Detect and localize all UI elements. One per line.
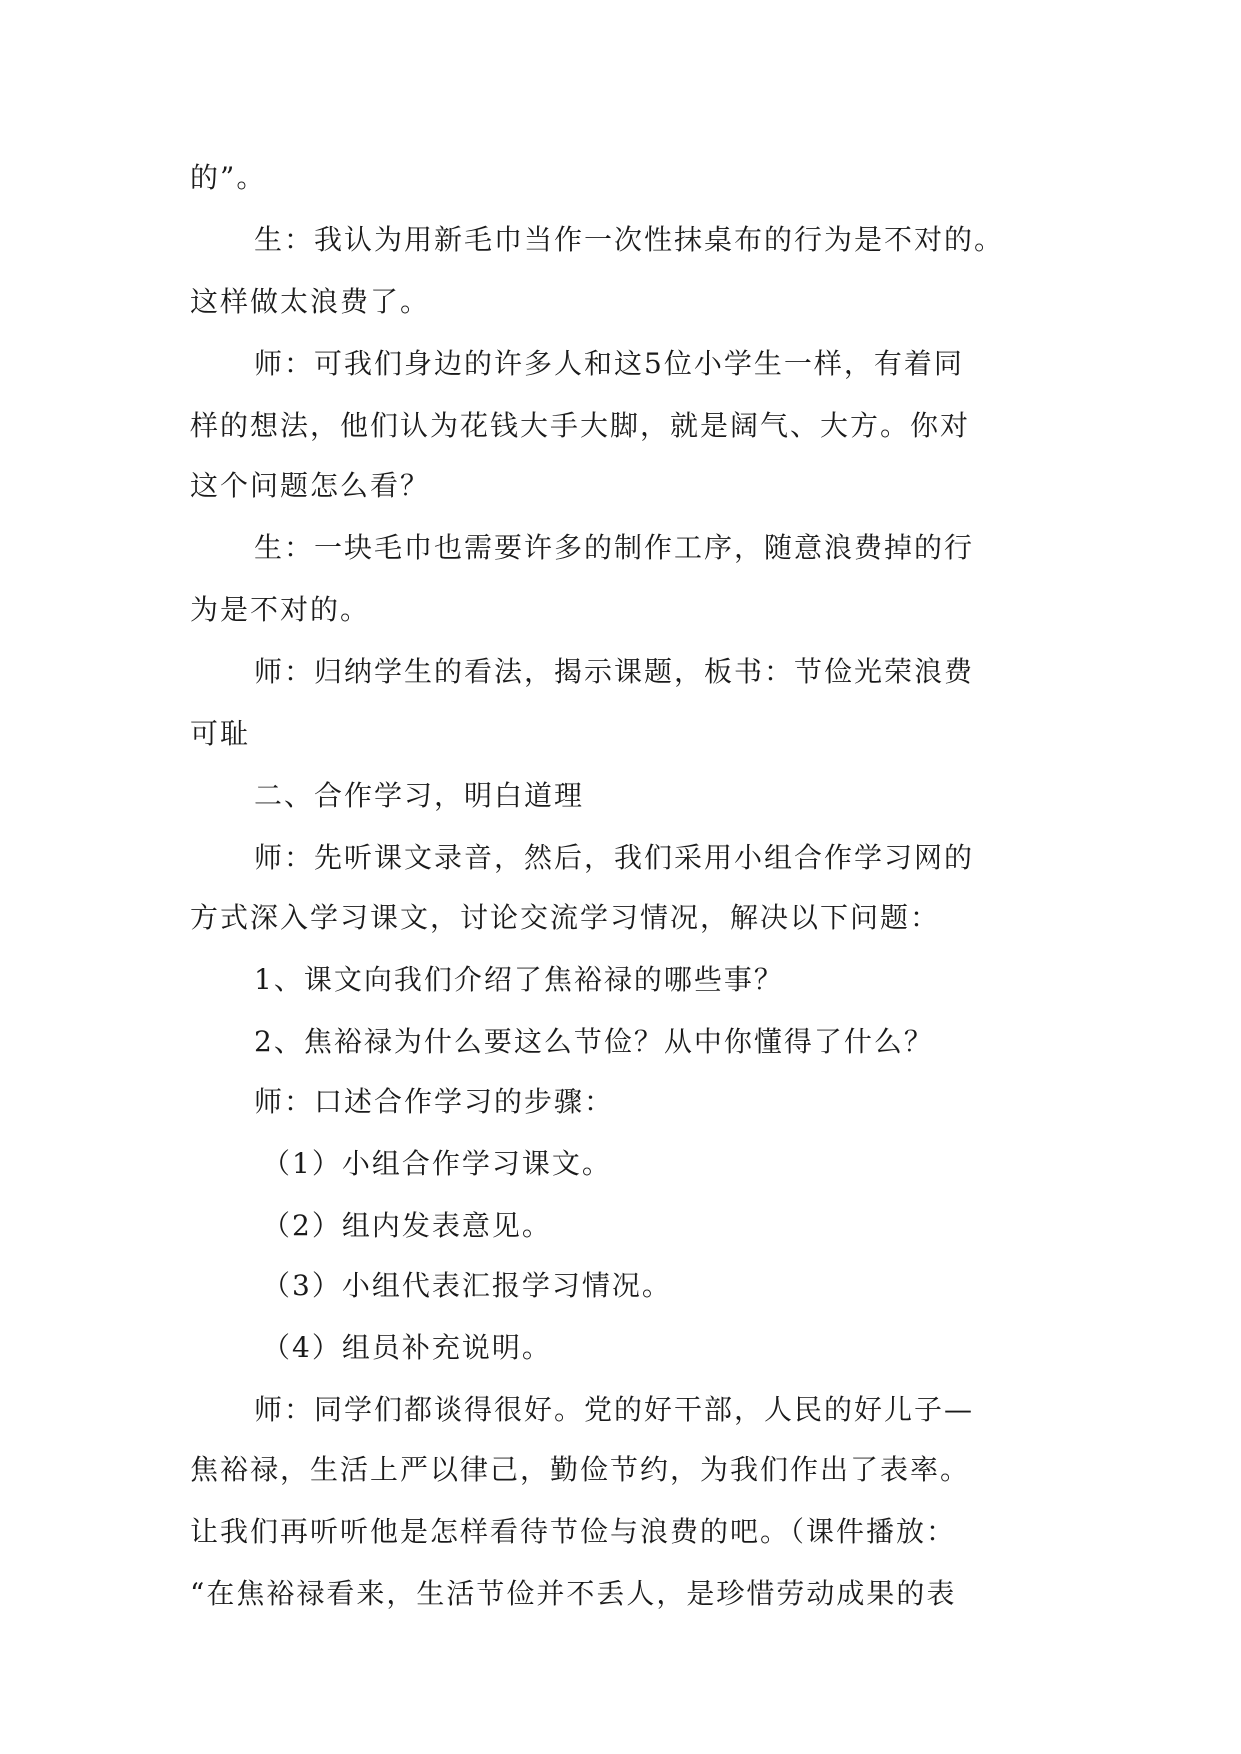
text-line: 为是不对的。 (190, 593, 371, 626)
text-line: 焦裕禄，生活上严以律己，勤俭节约，为我们作出了表率。 (190, 1453, 971, 1486)
text-line: 让我们再听听他是怎样看待节俭与浪费的吧。（课件播放： (190, 1515, 957, 1548)
text-line: 师：口述合作学习的步骤： (254, 1085, 615, 1118)
list-item: （2）组内发表意见。 (262, 1209, 552, 1242)
list-item: （4）组员补充说明。 (262, 1331, 552, 1364)
text-line: 可耻 (190, 717, 251, 750)
text-line: 师：先听课文录音，然后，我们采用小组合作学习网的 (254, 841, 975, 874)
text-line: 师：可我们身边的许多人和这5位小学生一样，有着同 (254, 347, 964, 380)
text-line: 样的想法，他们认为花钱大手大脚，就是阔气、大方。你对 (190, 409, 971, 442)
text-line: “在焦裕禄看来，生活节俭并不丢人，是珍惜劳动成果的表 (190, 1577, 957, 1610)
text-line: 1、课文向我们介绍了焦裕禄的哪些事？ (254, 963, 784, 996)
text-line: 的”。 (190, 161, 267, 194)
text-line: 师：同学们都谈得很好。党的好干部，人民的好儿子— (254, 1393, 975, 1426)
list-item: （3）小组代表汇报学习情况。 (262, 1269, 672, 1302)
list-item: （1）小组合作学习课文。 (262, 1147, 612, 1180)
text-line: 师：归纳学生的看法，揭示课题，板书：节俭光荣浪费 (254, 655, 975, 688)
section-heading: 二、合作学习，明白道理 (254, 779, 585, 812)
text-line: 方式深入学习课文，讨论交流学习情况，解决以下问题： (190, 901, 941, 934)
text-line: 生：一块毛巾也需要许多的制作工序，随意浪费掉的行 (254, 531, 975, 564)
text-line: 这样做太浪费了。 (190, 285, 431, 318)
text-line: 生：我认为用新毛巾当作一次性抹桌布的行为是不对的。 (254, 223, 1005, 256)
text-line: 这个问题怎么看？ (190, 469, 431, 502)
text-line: 2、焦裕禄为什么要这么节俭？从中你懂得了什么？ (254, 1025, 934, 1058)
